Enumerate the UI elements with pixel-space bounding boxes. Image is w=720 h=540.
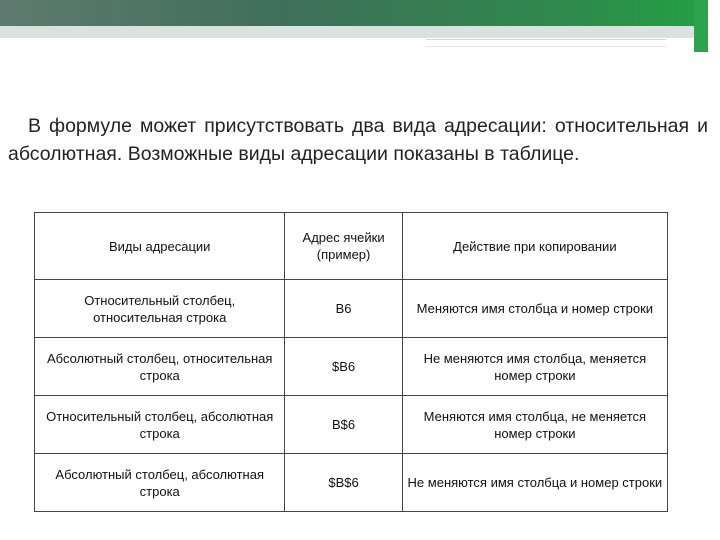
header-cell-address: Адрес ячейки (пример) [285,213,402,280]
row-cell-address: B6 [285,280,402,338]
row-copy-action: Не меняются имя столбца, меняется номер строки [402,338,667,396]
title-underline [426,39,666,40]
header-copy-action: Действие при копировании [402,213,667,280]
header-addressing-type: Виды адресации [35,213,285,280]
title-underline-secondary [426,46,666,47]
table-header-row [35,213,668,280]
row-addressing-type: Абсолютный столбец, абсолютная строка [35,454,285,512]
addressing-table [34,212,668,512]
row-cell-address: $B$6 [285,454,402,512]
accent-block [694,0,708,52]
table-row [35,396,668,454]
row-cell-address: $B6 [285,338,402,396]
row-copy-action: Не меняются имя столбца и номер строки [402,454,667,512]
row-copy-action: Меняются имя столбца, не меняется номер строки [402,396,667,454]
table-row [35,338,668,396]
row-cell-address: B$6 [285,396,402,454]
header-bar [0,0,708,26]
header-band [0,26,708,38]
table-row [35,280,668,338]
row-addressing-type: Относительный столбец, относительная строка [35,280,285,338]
row-addressing-type: Относительный столбец, абсолютная строка [35,396,285,454]
row-addressing-type: Абсолютный столбец, относительная строка [35,338,285,396]
intro-paragraph: В формуле может присутствовать два вида адресации: относительная и абсолютная. Возможные виды адресации показаны в таблице. [8,115,708,165]
table-row [35,454,668,512]
row-copy-action: Меняются имя столбца и номер строки [402,280,667,338]
